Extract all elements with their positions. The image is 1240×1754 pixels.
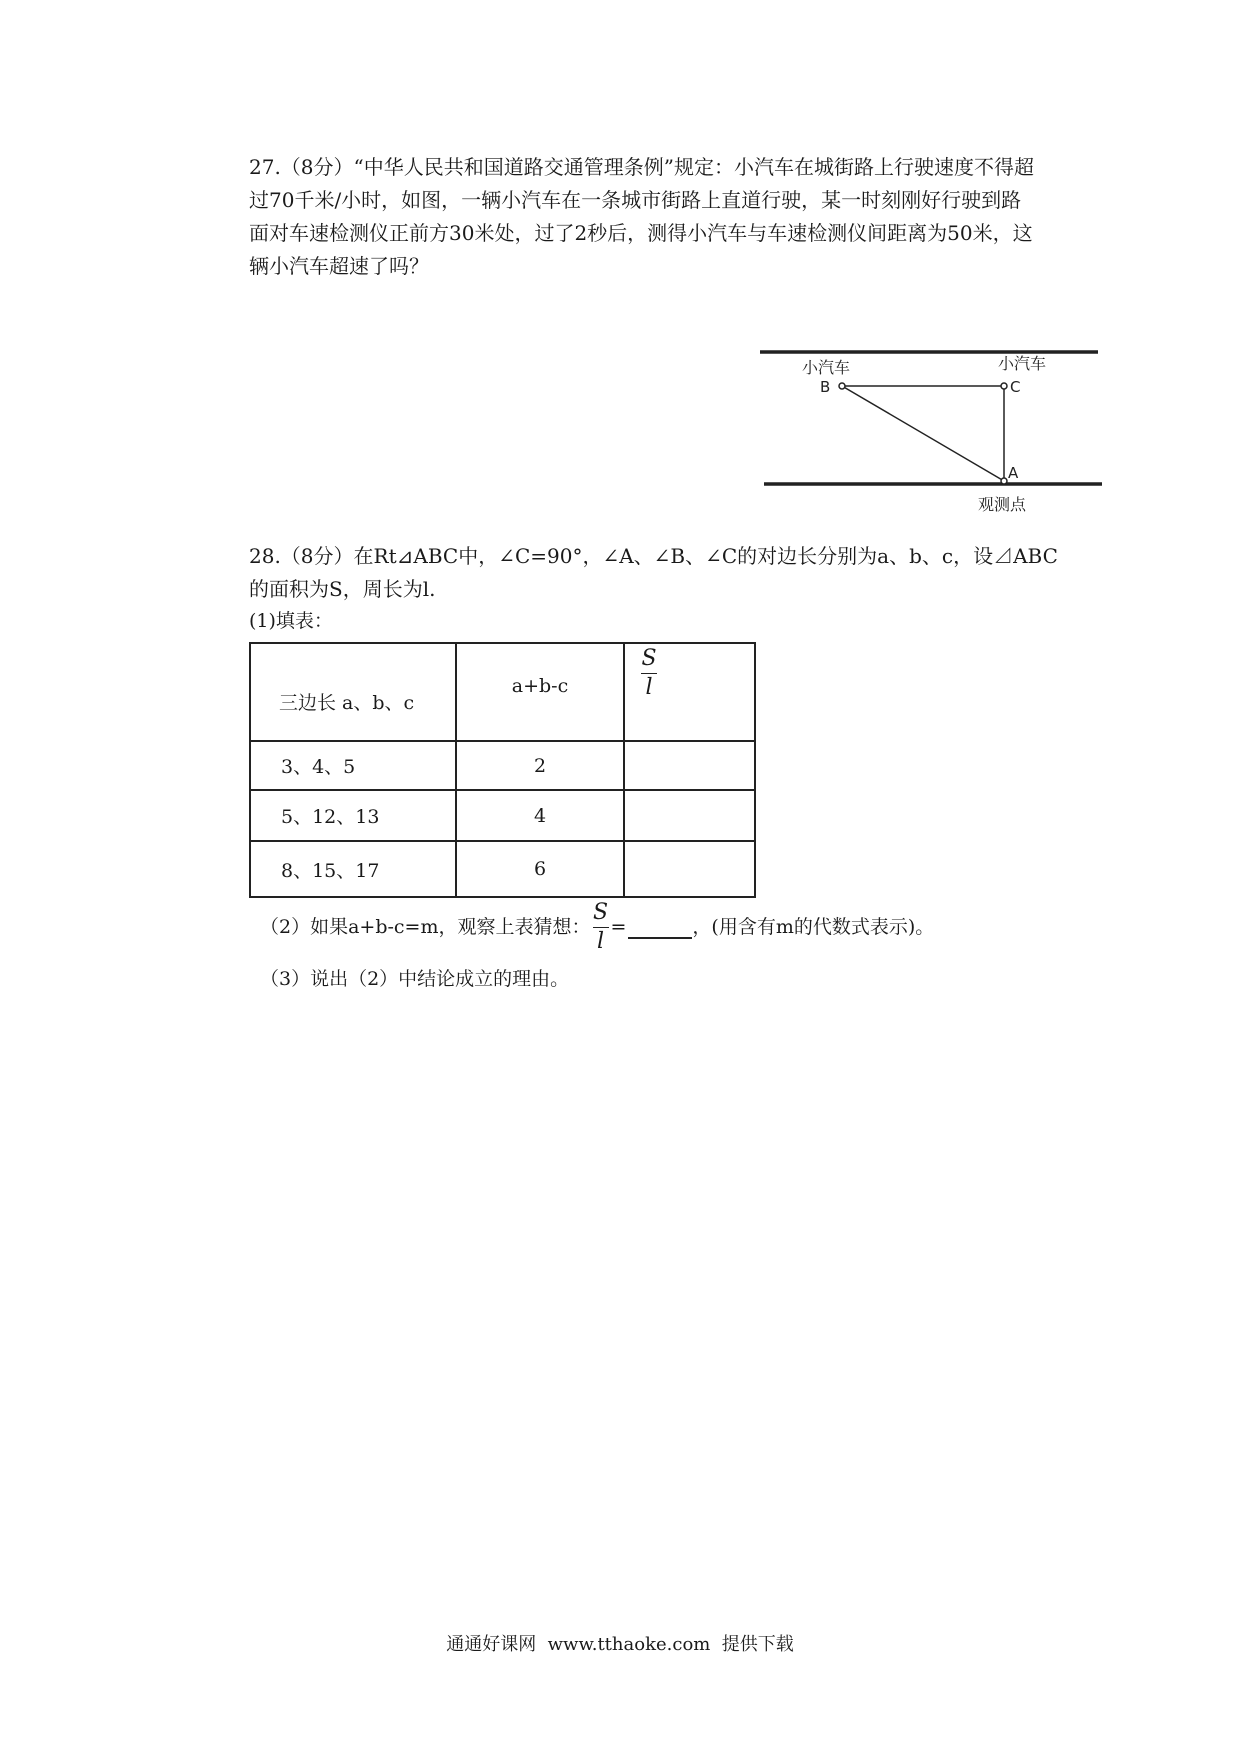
point-b-label: B — [820, 378, 831, 396]
row-sum: 4 — [456, 790, 624, 841]
q27-line-3: 面对车速检测仪正前方30米处，过了2秒后，测得小汽车与车速检测仪间距离为50米，这 — [249, 221, 1033, 245]
point-a-label: A — [1008, 464, 1019, 482]
q27-line-4: 辆小汽车超速了吗？ — [249, 254, 429, 278]
row-sides: 3、4、5 — [250, 741, 456, 790]
row-ratio-answer[interactable] — [624, 841, 755, 897]
q28-part3: （3）说出（2）中结论成立的理由。 — [260, 968, 570, 990]
table-row — [250, 841, 755, 897]
road-figure — [750, 340, 1110, 520]
row-ratio-answer[interactable] — [624, 790, 755, 841]
header-ratio — [624, 643, 755, 741]
q27-text — [249, 151, 1034, 283]
row-sum: 2 — [456, 741, 624, 790]
car-label-b: 小汽车 — [802, 358, 851, 377]
fill-table — [249, 642, 756, 898]
table-row — [250, 790, 755, 841]
segment-ab — [842, 386, 1004, 481]
ratio-denominator: l — [645, 675, 653, 700]
observation-label: 观测点 — [978, 495, 1027, 514]
point-c-label: C — [1010, 378, 1021, 396]
row-sides: 8、15、17 — [250, 841, 456, 897]
ratio-numerator: S — [641, 646, 657, 671]
ratio-fraction — [641, 648, 657, 699]
q28-part2: （2）如果a+b-c=m，观察上表猜想： $\frac{S}{l}$ = ，(用含有m的代数式表示)。 — [260, 900, 935, 954]
car-label-c: 小汽车 — [998, 354, 1047, 373]
part2-prefix: （2）如果a+b-c=m，观察上表猜想： — [260, 916, 591, 938]
row-sum: 6 — [456, 841, 624, 897]
footer: 通通好课网 www.tthaoke.com 提供下载 — [446, 1634, 794, 1655]
q28-line-2: 的面积为S，周长为l. — [249, 577, 436, 601]
part2-answer-blank[interactable] — [628, 917, 692, 939]
table-header-row — [250, 643, 755, 741]
table-row — [250, 741, 755, 790]
part2-numerator: S — [592, 900, 609, 925]
point-c-marker — [1001, 383, 1007, 389]
q28-part1-label: (1)填表： — [249, 610, 333, 632]
q28-text — [249, 540, 1058, 606]
part2-denominator: l — [596, 929, 605, 954]
header-sides: 三边长 a、b、c — [250, 643, 456, 741]
part2-fraction — [593, 902, 609, 953]
row-sides: 5、12、13 — [250, 790, 456, 841]
q27-line-1: 27.（8分）“中华人民共和国道路交通管理条例”规定：小汽车在城街路上行驶速度不得超 — [249, 155, 1034, 179]
header-sum: a+b-c — [456, 643, 624, 741]
point-a-marker — [1001, 478, 1007, 484]
part2-suffix: ，(用含有m的代数式表示)。 — [692, 916, 935, 938]
point-b-marker — [839, 383, 845, 389]
fraction-bar — [641, 673, 657, 674]
q28-line-1: 28.（8分）在Rt⊿ABC中，∠C=90°，∠A、∠B、∠C的对边长分别为a、b、c，设⊿ABC — [249, 544, 1058, 568]
row-ratio-answer[interactable] — [624, 741, 755, 790]
part2-fraction-bar — [593, 927, 609, 928]
q27-line-2: 过70千米/小时，如图，一辆小汽车在一条城市街路上直道行驶，某一时刻刚好行驶到路 — [249, 188, 1022, 212]
